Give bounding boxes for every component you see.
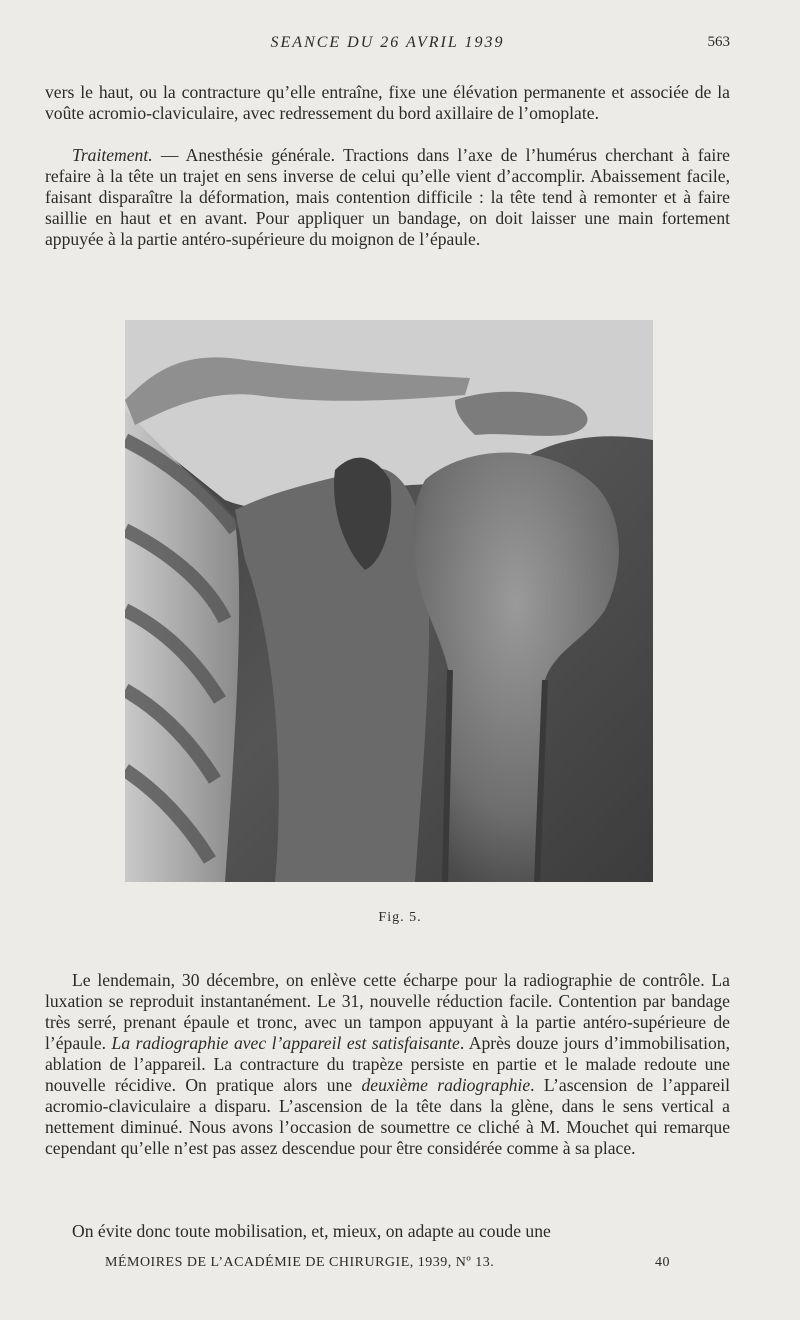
page-header [45, 34, 730, 58]
italic-phrase-second-radiography: deuxième radiographie [361, 1075, 531, 1095]
italic-phrase-radiography: La radiographie avec l’appareil est satisfaisante [111, 1033, 460, 1053]
footer-journal: MÉMOIRES DE L’ACADÉMIE DE CHIRURGIE, 1939, Nº 13. [105, 1255, 495, 1270]
shoulder-xray-image [125, 320, 653, 882]
paragraph-continuation: On évite donc toute mobilisation, et, mieux, on adapte au coude une [72, 1221, 551, 1241]
paragraph-follow-up: Le lendemain, 30 décembre, on enlève cette écharpe pour la radiographie de contrôle. La luxation se reproduit instantanément. Le 31, nouvelle réduction facile. Contention par bandage très serré, prenant épaule et tronc, avec un tampon appuyant à la partie antéro-supérieure de l’épaule. La radiographie avec l’appareil est satisfaisante. Après douze jours d’immobilisation, ablation de l’appareil. La contracture du trapèze persiste en partie et le malade redoute une nouvelle récidive. On pratique alors une deuxième radiographie. L’ascension de l’appareil acromio-claviculaire a disparu. L’ascension de la tête dans la glène, dans le sens vertical a nettement diminué. Nous avons l’occasion de soumettre ce cliché à M. Mouchet qui remarque cependant qu’elle n’est pas assez descendue pour être considérée comme à sa place. [45, 970, 730, 1158]
footer-sheet-number: 40 [655, 1255, 670, 1270]
paragraph-treatment [45, 145, 730, 250]
running-title: SEANCE DU 26 AVRIL 1939 [270, 34, 505, 51]
xray-figure [125, 320, 653, 882]
paragraph-intro: vers le haut, ou la contracture qu’elle entraîne, fixe une élévation permanente et associée de la voûte acromio-claviculaire, avec redressement du bord axillaire de l’omoplate. [45, 82, 730, 123]
treatment-heading: Traitement. [72, 145, 153, 165]
figure-caption: Fig. 5. [378, 910, 422, 925]
treatment-text: — Anesthésie générale. Tractions dans l’axe de l’humérus cherchant à faire refaire à la tête un trajet en sens inverse de celui qu’elle vient d’accomplir. Abaissement facile, faisant disparaître la déformation, mais contention difficile : la tête tend à remonter et à faire saillie en haut et en avant. Pour appliquer un bandage, on doit laisser une main fortement appuyée à la partie antéro-supérieure du moignon de l’épaule. [45, 145, 730, 249]
page-number: 563 [707, 34, 730, 50]
